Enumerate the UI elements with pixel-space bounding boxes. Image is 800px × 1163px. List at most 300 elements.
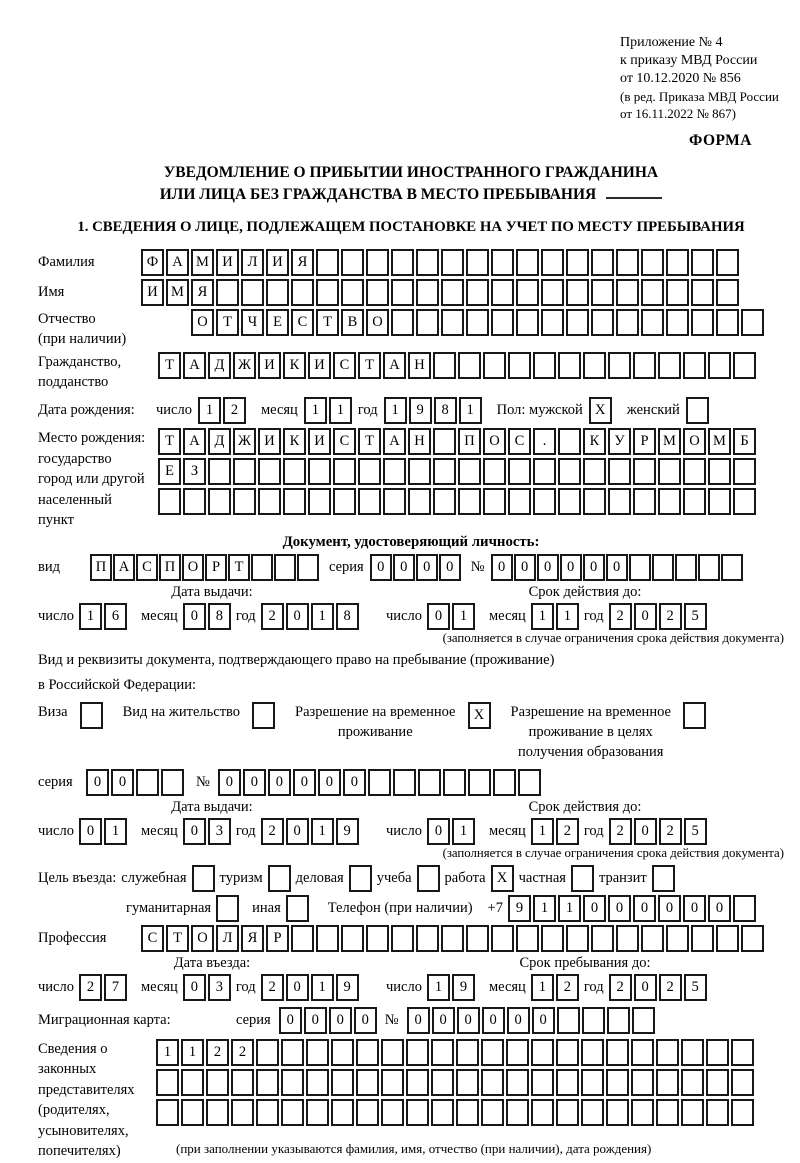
char-box[interactable]: 0 — [183, 974, 206, 1001]
char-box[interactable] — [258, 488, 281, 515]
char-box[interactable] — [741, 925, 764, 952]
char-box[interactable]: 1 — [531, 818, 554, 845]
char-box[interactable] — [716, 249, 739, 276]
char-box[interactable]: Ф — [141, 249, 164, 276]
char-box[interactable] — [631, 1039, 654, 1066]
char-box[interactable] — [708, 458, 731, 485]
char-box[interactable]: 3 — [208, 818, 231, 845]
char-box[interactable]: 1 — [79, 603, 102, 630]
char-box[interactable] — [458, 352, 481, 379]
char-box[interactable] — [591, 249, 614, 276]
char-box[interactable]: И — [216, 249, 239, 276]
char-box[interactable]: М — [708, 428, 731, 455]
char-box[interactable]: Я — [241, 925, 264, 952]
char-box[interactable] — [606, 1039, 629, 1066]
purpose-other-checkbox[interactable] — [286, 895, 309, 922]
char-box[interactable] — [591, 309, 614, 336]
char-box[interactable] — [431, 1099, 454, 1126]
char-box[interactable] — [308, 488, 331, 515]
char-box[interactable]: Т — [158, 428, 181, 455]
char-box[interactable] — [433, 488, 456, 515]
char-box[interactable]: Д — [208, 428, 231, 455]
char-box[interactable] — [231, 1069, 254, 1096]
char-box[interactable]: 9 — [508, 895, 531, 922]
char-box[interactable]: 1 — [558, 895, 581, 922]
char-box[interactable]: 0 — [218, 769, 241, 796]
char-box[interactable]: 1 — [427, 974, 450, 1001]
char-box[interactable]: Л — [216, 925, 239, 952]
char-box[interactable]: К — [583, 428, 606, 455]
char-box[interactable] — [433, 428, 456, 455]
char-box[interactable]: 0 — [634, 974, 657, 1001]
char-box[interactable] — [733, 458, 756, 485]
char-box[interactable] — [566, 249, 589, 276]
char-box[interactable] — [508, 352, 531, 379]
char-box[interactable] — [206, 1099, 229, 1126]
char-box[interactable]: 0 — [708, 895, 731, 922]
char-box[interactable]: О — [182, 554, 204, 581]
char-box[interactable]: Б — [733, 428, 756, 455]
char-box[interactable] — [281, 1069, 304, 1096]
char-box[interactable] — [256, 1039, 279, 1066]
char-box[interactable] — [481, 1039, 504, 1066]
char-box[interactable] — [456, 1069, 479, 1096]
char-box[interactable]: С — [136, 554, 158, 581]
char-box[interactable] — [161, 769, 184, 796]
char-box[interactable]: С — [508, 428, 531, 455]
char-box[interactable] — [291, 925, 314, 952]
char-box[interactable] — [381, 1039, 404, 1066]
char-box[interactable] — [691, 279, 714, 306]
char-box[interactable] — [416, 249, 439, 276]
char-box[interactable] — [581, 1069, 604, 1096]
char-box[interactable] — [716, 279, 739, 306]
char-box[interactable] — [341, 925, 364, 952]
char-box[interactable] — [716, 925, 739, 952]
char-box[interactable] — [666, 925, 689, 952]
char-box[interactable]: С — [333, 352, 356, 379]
char-box[interactable] — [583, 488, 606, 515]
char-box[interactable]: 0 — [86, 769, 109, 796]
char-box[interactable]: З — [183, 458, 206, 485]
char-box[interactable] — [466, 279, 489, 306]
char-box[interactable] — [331, 1039, 354, 1066]
char-box[interactable] — [331, 1069, 354, 1096]
char-box[interactable] — [681, 1099, 704, 1126]
char-box[interactable] — [156, 1069, 179, 1096]
char-box[interactable]: 1 — [181, 1039, 204, 1066]
char-box[interactable]: 0 — [286, 818, 309, 845]
char-box[interactable]: 0 — [606, 554, 628, 581]
char-box[interactable] — [557, 1007, 580, 1034]
char-box[interactable]: 0 — [634, 603, 657, 630]
char-box[interactable]: Т — [158, 352, 181, 379]
char-box[interactable] — [706, 1039, 729, 1066]
char-box[interactable]: 5 — [684, 818, 707, 845]
char-box[interactable] — [683, 488, 706, 515]
char-box[interactable] — [358, 488, 381, 515]
char-box[interactable] — [631, 1099, 654, 1126]
char-box[interactable]: Л — [241, 249, 264, 276]
char-box[interactable]: 1 — [384, 397, 407, 424]
char-box[interactable] — [641, 249, 664, 276]
char-box[interactable]: К — [283, 352, 306, 379]
char-box[interactable] — [281, 1039, 304, 1066]
char-box[interactable]: 2 — [261, 818, 284, 845]
char-box[interactable] — [233, 458, 256, 485]
char-box[interactable]: 0 — [183, 818, 206, 845]
char-box[interactable] — [406, 1069, 429, 1096]
char-box[interactable] — [566, 925, 589, 952]
char-box[interactable]: 8 — [336, 603, 359, 630]
char-box[interactable]: 2 — [609, 818, 632, 845]
char-box[interactable]: С — [141, 925, 164, 952]
char-box[interactable] — [658, 352, 681, 379]
char-box[interactable] — [456, 1039, 479, 1066]
char-box[interactable] — [658, 458, 681, 485]
char-box[interactable] — [233, 488, 256, 515]
char-box[interactable] — [716, 309, 739, 336]
char-box[interactable] — [583, 352, 606, 379]
char-box[interactable]: 2 — [231, 1039, 254, 1066]
char-box[interactable] — [341, 279, 364, 306]
char-box[interactable] — [541, 925, 564, 952]
char-box[interactable]: 2 — [206, 1039, 229, 1066]
char-box[interactable] — [641, 309, 664, 336]
char-box[interactable] — [356, 1069, 379, 1096]
char-box[interactable]: 0 — [304, 1007, 327, 1034]
purpose-transit-checkbox[interactable] — [652, 865, 675, 892]
char-box[interactable] — [493, 769, 516, 796]
char-box[interactable] — [516, 309, 539, 336]
char-box[interactable]: О — [366, 309, 389, 336]
char-box[interactable] — [241, 279, 264, 306]
char-box[interactable] — [566, 309, 589, 336]
char-box[interactable]: 1 — [311, 974, 334, 1001]
residence-permit-checkbox[interactable] — [252, 702, 275, 729]
char-box[interactable] — [283, 488, 306, 515]
char-box[interactable]: Е — [158, 458, 181, 485]
char-box[interactable] — [281, 1099, 304, 1126]
char-box[interactable] — [721, 554, 743, 581]
char-box[interactable]: 2 — [659, 818, 682, 845]
char-box[interactable]: Т — [216, 309, 239, 336]
char-box[interactable]: С — [291, 309, 314, 336]
char-box[interactable] — [633, 488, 656, 515]
char-box[interactable] — [491, 249, 514, 276]
char-box[interactable]: 0 — [507, 1007, 530, 1034]
char-box[interactable] — [208, 458, 231, 485]
char-box[interactable]: 0 — [491, 554, 513, 581]
char-box[interactable]: 1 — [459, 397, 482, 424]
char-box[interactable] — [558, 488, 581, 515]
char-box[interactable] — [675, 554, 697, 581]
char-box[interactable] — [582, 1007, 605, 1034]
char-box[interactable] — [656, 1039, 679, 1066]
char-box[interactable]: 0 — [79, 818, 102, 845]
char-box[interactable] — [741, 309, 764, 336]
char-box[interactable] — [533, 488, 556, 515]
char-box[interactable]: 0 — [416, 554, 438, 581]
char-box[interactable]: И — [308, 352, 331, 379]
char-box[interactable] — [666, 279, 689, 306]
char-box[interactable] — [306, 1039, 329, 1066]
char-box[interactable]: 0 — [634, 818, 657, 845]
purpose-business-checkbox[interactable] — [349, 865, 372, 892]
char-box[interactable]: 5 — [684, 603, 707, 630]
char-box[interactable]: С — [333, 428, 356, 455]
char-box[interactable]: 1 — [329, 397, 352, 424]
char-box[interactable]: 1 — [311, 818, 334, 845]
char-box[interactable] — [706, 1069, 729, 1096]
char-box[interactable]: 9 — [452, 974, 475, 1001]
char-box[interactable] — [406, 1039, 429, 1066]
char-box[interactable]: 0 — [279, 1007, 302, 1034]
char-box[interactable] — [491, 279, 514, 306]
char-box[interactable] — [483, 488, 506, 515]
char-box[interactable] — [733, 352, 756, 379]
char-box[interactable] — [458, 458, 481, 485]
char-box[interactable] — [366, 925, 389, 952]
char-box[interactable] — [408, 488, 431, 515]
char-box[interactable]: 0 — [268, 769, 291, 796]
char-box[interactable] — [274, 554, 296, 581]
char-box[interactable] — [333, 458, 356, 485]
char-box[interactable]: 0 — [482, 1007, 505, 1034]
char-box[interactable]: О — [483, 428, 506, 455]
char-box[interactable] — [681, 1069, 704, 1096]
char-box[interactable]: Я — [291, 249, 314, 276]
char-box[interactable] — [433, 458, 456, 485]
char-box[interactable]: 0 — [683, 895, 706, 922]
purpose-tourism-checkbox[interactable] — [268, 865, 291, 892]
char-box[interactable] — [208, 488, 231, 515]
char-box[interactable] — [516, 249, 539, 276]
char-box[interactable]: Ж — [233, 352, 256, 379]
char-box[interactable]: 5 — [684, 974, 707, 1001]
char-box[interactable] — [283, 458, 306, 485]
char-box[interactable]: Н — [408, 428, 431, 455]
char-box[interactable] — [333, 488, 356, 515]
char-box[interactable]: Н — [408, 352, 431, 379]
char-box[interactable] — [516, 925, 539, 952]
char-box[interactable] — [607, 1007, 630, 1034]
purpose-work-checkbox[interactable]: X — [491, 865, 514, 892]
char-box[interactable] — [606, 1069, 629, 1096]
char-box[interactable] — [416, 279, 439, 306]
char-box[interactable] — [481, 1099, 504, 1126]
char-box[interactable] — [629, 554, 651, 581]
char-box[interactable] — [331, 1099, 354, 1126]
char-box[interactable] — [231, 1099, 254, 1126]
char-box[interactable] — [531, 1099, 554, 1126]
char-box[interactable] — [731, 1039, 754, 1066]
char-box[interactable] — [708, 352, 731, 379]
char-box[interactable]: 6 — [104, 603, 127, 630]
char-box[interactable] — [416, 925, 439, 952]
char-box[interactable]: А — [113, 554, 135, 581]
char-box[interactable] — [581, 1099, 604, 1126]
char-box[interactable]: К — [283, 428, 306, 455]
char-box[interactable]: 1 — [311, 603, 334, 630]
char-box[interactable] — [181, 1099, 204, 1126]
char-box[interactable] — [483, 352, 506, 379]
char-box[interactable]: И — [258, 428, 281, 455]
char-box[interactable]: И — [141, 279, 164, 306]
purpose-study-checkbox[interactable] — [417, 865, 440, 892]
female-checkbox[interactable] — [686, 397, 709, 424]
char-box[interactable]: 3 — [208, 974, 231, 1001]
char-box[interactable] — [733, 895, 756, 922]
char-box[interactable]: . — [533, 428, 556, 455]
char-box[interactable] — [393, 769, 416, 796]
purpose-humanitarian-checkbox[interactable] — [216, 895, 239, 922]
char-box[interactable]: 9 — [336, 818, 359, 845]
char-box[interactable] — [481, 1069, 504, 1096]
char-box[interactable] — [656, 1069, 679, 1096]
char-box[interactable] — [731, 1069, 754, 1096]
char-box[interactable] — [733, 488, 756, 515]
char-box[interactable]: М — [191, 249, 214, 276]
char-box[interactable] — [691, 309, 714, 336]
char-box[interactable] — [652, 554, 674, 581]
char-box[interactable]: А — [383, 352, 406, 379]
char-box[interactable] — [533, 458, 556, 485]
char-box[interactable]: Ч — [241, 309, 264, 336]
char-box[interactable] — [266, 279, 289, 306]
char-box[interactable] — [698, 554, 720, 581]
char-box[interactable]: 0 — [343, 769, 366, 796]
char-box[interactable]: 0 — [457, 1007, 480, 1034]
char-box[interactable]: А — [383, 428, 406, 455]
char-box[interactable] — [608, 488, 631, 515]
char-box[interactable] — [681, 1039, 704, 1066]
char-box[interactable]: 8 — [208, 603, 231, 630]
char-box[interactable] — [691, 925, 714, 952]
char-box[interactable] — [256, 1069, 279, 1096]
char-box[interactable]: 0 — [183, 603, 206, 630]
purpose-official-checkbox[interactable] — [192, 865, 215, 892]
char-box[interactable] — [306, 1099, 329, 1126]
char-box[interactable] — [631, 1069, 654, 1096]
char-box[interactable] — [206, 1069, 229, 1096]
char-box[interactable] — [441, 249, 464, 276]
char-box[interactable] — [136, 769, 159, 796]
char-box[interactable] — [566, 279, 589, 306]
char-box[interactable] — [506, 1039, 529, 1066]
char-box[interactable]: 0 — [370, 554, 392, 581]
male-checkbox[interactable]: X — [589, 397, 612, 424]
char-box[interactable] — [558, 458, 581, 485]
char-box[interactable] — [606, 1099, 629, 1126]
char-box[interactable] — [466, 925, 489, 952]
char-box[interactable] — [508, 458, 531, 485]
char-box[interactable]: 0 — [514, 554, 536, 581]
char-box[interactable]: Т — [358, 352, 381, 379]
char-box[interactable]: Р — [266, 925, 289, 952]
char-box[interactable]: 1 — [452, 818, 475, 845]
char-box[interactable]: О — [683, 428, 706, 455]
char-box[interactable] — [458, 488, 481, 515]
char-box[interactable] — [583, 458, 606, 485]
char-box[interactable]: 0 — [608, 895, 631, 922]
char-box[interactable]: И — [258, 352, 281, 379]
char-box[interactable]: Д — [208, 352, 231, 379]
char-box[interactable] — [541, 309, 564, 336]
char-box[interactable] — [433, 352, 456, 379]
char-box[interactable]: Р — [633, 428, 656, 455]
char-box[interactable]: 2 — [609, 974, 632, 1001]
char-box[interactable] — [506, 1069, 529, 1096]
temporary-residence-checkbox[interactable]: X — [468, 702, 491, 729]
char-box[interactable]: 0 — [427, 603, 450, 630]
char-box[interactable]: 2 — [79, 974, 102, 1001]
char-box[interactable] — [531, 1039, 554, 1066]
char-box[interactable]: Е — [266, 309, 289, 336]
char-box[interactable]: 0 — [243, 769, 266, 796]
char-box[interactable]: Т — [358, 428, 381, 455]
char-box[interactable] — [316, 249, 339, 276]
char-box[interactable] — [297, 554, 319, 581]
char-box[interactable] — [591, 925, 614, 952]
char-box[interactable]: 0 — [583, 895, 606, 922]
char-box[interactable] — [683, 458, 706, 485]
char-box[interactable] — [356, 1099, 379, 1126]
char-box[interactable]: 1 — [531, 974, 554, 1001]
char-box[interactable]: 0 — [393, 554, 415, 581]
char-box[interactable] — [256, 1099, 279, 1126]
char-box[interactable] — [341, 249, 364, 276]
char-box[interactable]: 0 — [354, 1007, 377, 1034]
char-box[interactable]: 1 — [156, 1039, 179, 1066]
char-box[interactable] — [468, 769, 491, 796]
char-box[interactable] — [366, 249, 389, 276]
char-box[interactable] — [316, 925, 339, 952]
char-box[interactable] — [181, 1069, 204, 1096]
char-box[interactable] — [383, 488, 406, 515]
char-box[interactable]: 2 — [261, 603, 284, 630]
char-box[interactable] — [431, 1069, 454, 1096]
char-box[interactable] — [408, 458, 431, 485]
char-box[interactable] — [216, 279, 239, 306]
char-box[interactable] — [391, 925, 414, 952]
char-box[interactable]: 0 — [318, 769, 341, 796]
char-box[interactable]: 2 — [223, 397, 246, 424]
char-box[interactable] — [706, 1099, 729, 1126]
char-box[interactable]: 0 — [583, 554, 605, 581]
char-box[interactable]: М — [166, 279, 189, 306]
char-box[interactable] — [632, 1007, 655, 1034]
char-box[interactable]: 2 — [659, 603, 682, 630]
char-box[interactable] — [431, 1039, 454, 1066]
char-box[interactable] — [308, 458, 331, 485]
char-box[interactable]: 1 — [452, 603, 475, 630]
char-box[interactable] — [391, 309, 414, 336]
char-box[interactable] — [531, 1069, 554, 1096]
char-box[interactable] — [358, 458, 381, 485]
char-box[interactable]: П — [90, 554, 112, 581]
char-box[interactable]: 7 — [104, 974, 127, 1001]
char-box[interactable]: 2 — [556, 818, 579, 845]
char-box[interactable] — [316, 279, 339, 306]
char-box[interactable] — [591, 279, 614, 306]
char-box[interactable] — [491, 925, 514, 952]
char-box[interactable]: 0 — [658, 895, 681, 922]
purpose-private-checkbox[interactable] — [571, 865, 594, 892]
char-box[interactable] — [508, 488, 531, 515]
char-box[interactable] — [368, 769, 391, 796]
char-box[interactable] — [608, 352, 631, 379]
